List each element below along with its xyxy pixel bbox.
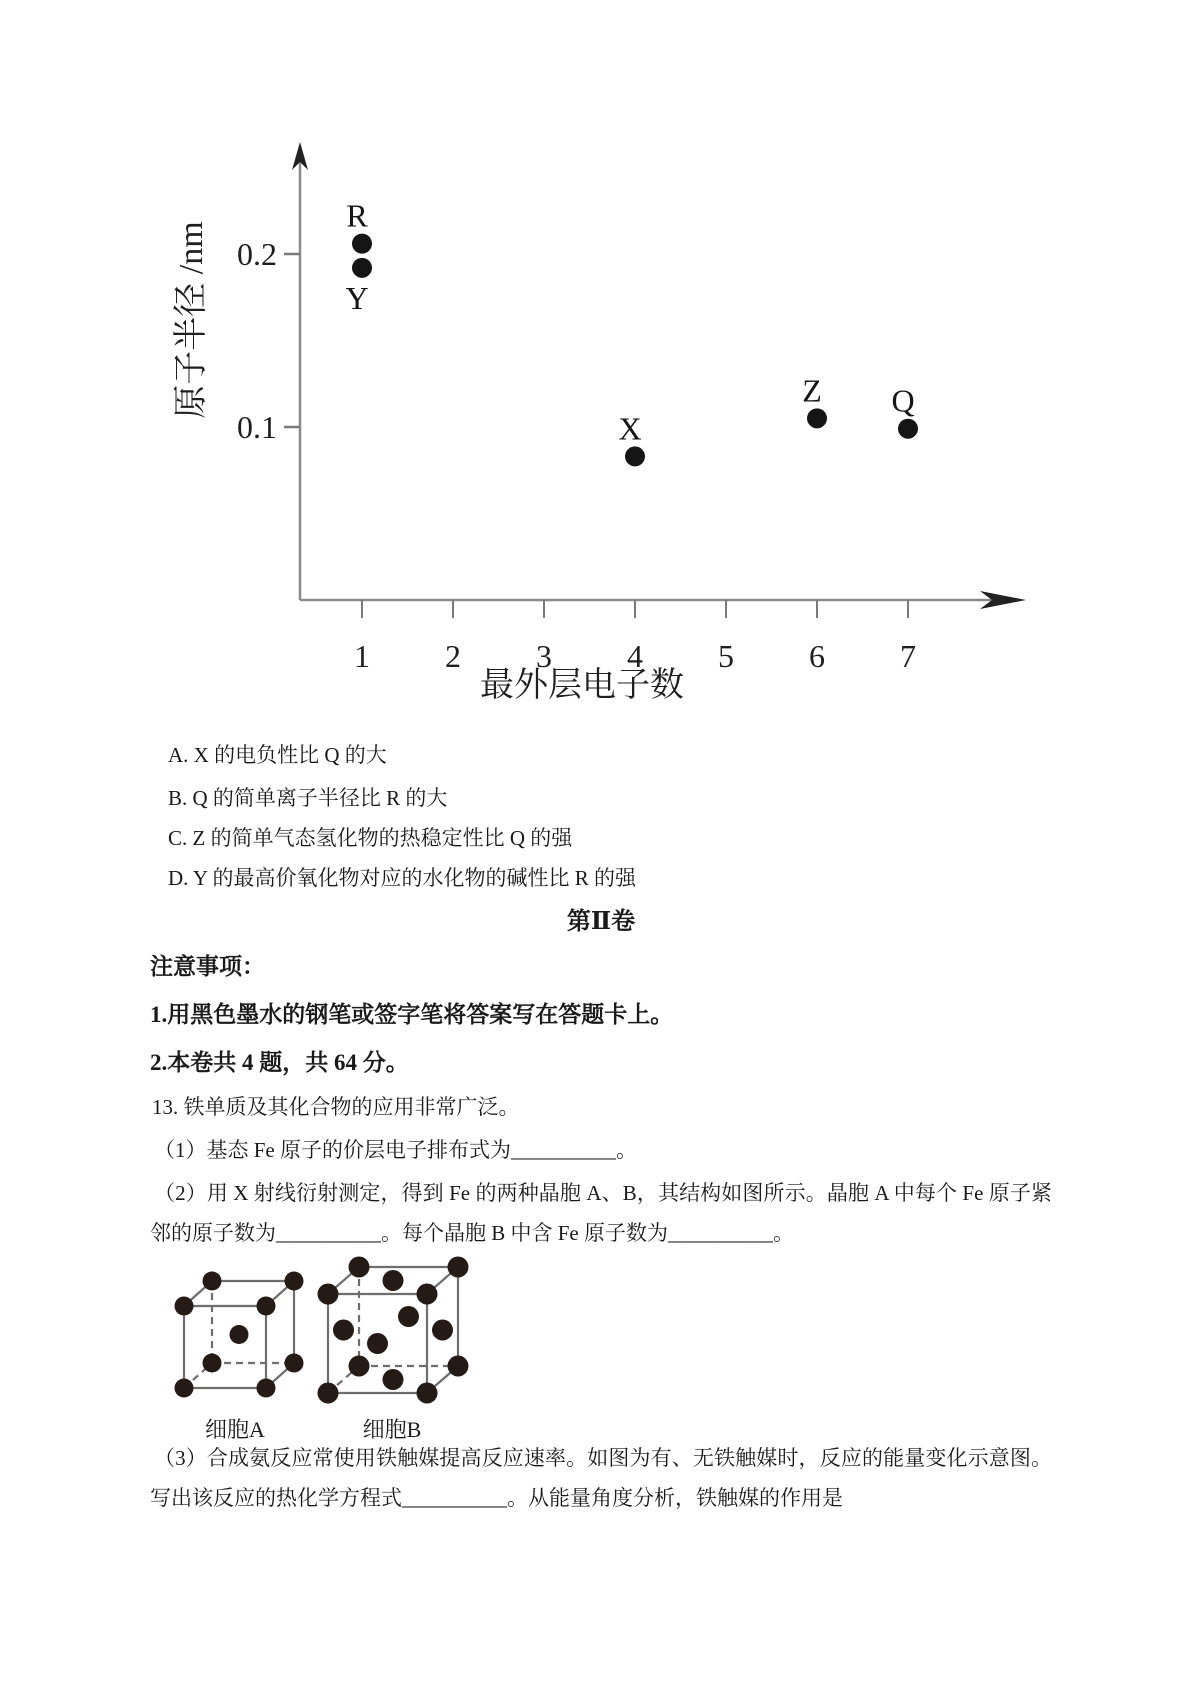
y-tick-label: 0.2 xyxy=(237,236,277,272)
data-point-X xyxy=(625,446,645,466)
atom xyxy=(448,1356,469,1377)
atom xyxy=(203,1272,222,1291)
atom xyxy=(417,1284,438,1305)
q13-part3: （3）合成氨反应常使用铁触媒提高反应速率。如图为有、无铁触媒时，反应的能量变化示意图。写出该反应的热化学方程式__________。从能量角度分析，铁触媒的作用是 xyxy=(150,1446,1052,1510)
unit-cell-b-diagram xyxy=(308,1240,476,1407)
atom xyxy=(349,1356,370,1377)
atom xyxy=(285,1354,304,1373)
section-title: 第Ⅱ卷 xyxy=(566,909,636,935)
atom xyxy=(230,1325,249,1344)
unit-cell-b-figure xyxy=(308,1240,476,1444)
atom xyxy=(417,1383,438,1404)
data-point-label-Q: Q xyxy=(891,382,915,419)
atom xyxy=(333,1320,354,1341)
note-item-2: 2.本卷共 4 题，共 64 分。 xyxy=(150,1050,409,1075)
unit-cell-a-label: 细胞A xyxy=(205,1417,265,1442)
data-point-Q xyxy=(898,419,918,439)
x-axis-label: 最外层电子数 xyxy=(480,667,684,704)
x-tick-label: 3 xyxy=(536,638,552,674)
atom xyxy=(349,1257,370,1278)
atom xyxy=(367,1333,388,1354)
x-tick-label: 7 xyxy=(900,638,916,674)
unit-cell-a-diagram xyxy=(160,1256,310,1407)
note-item-1: 1.用黑色墨水的钢笔或签字笔将答案写在答题卡上。 xyxy=(150,1002,674,1027)
data-point-Y xyxy=(352,258,372,278)
atom xyxy=(285,1272,304,1291)
atom xyxy=(257,1379,276,1398)
data-point-label-X: X xyxy=(618,410,642,447)
atom xyxy=(203,1354,222,1373)
x-tick-label: 4 xyxy=(627,638,643,674)
option-a: A. X 的电负性比 Q 的大 xyxy=(168,743,387,767)
q13-part2: （2）用 X 射线衍射测定，得到 Fe 的两种晶胞 A、B，其结构如图所示。晶胞 A 中每个 Fe 原子紧邻的原子数为__________。每个晶胞 B 中含 Fe 原子数为__________。 xyxy=(150,1181,1052,1245)
data-point-label-R: R xyxy=(346,197,368,234)
atom xyxy=(175,1379,194,1398)
unit-cell-b-label: 细胞B xyxy=(362,1417,422,1442)
option-b: B. Q 的简单离子半径比 R 的大 xyxy=(168,786,448,810)
atom xyxy=(383,1270,404,1291)
y-tick-label: 0.1 xyxy=(237,409,277,445)
atom xyxy=(175,1297,194,1316)
option-d: D. Y 的最高价氧化物对应的水化物的碱性比 R 的强 xyxy=(168,866,637,890)
option-c: C. Z 的简单气态氢化物的热稳定性比 Q 的强 xyxy=(168,826,573,850)
atom xyxy=(257,1297,276,1316)
data-point-Z xyxy=(807,408,827,428)
x-tick-label: 5 xyxy=(718,638,734,674)
atom xyxy=(318,1284,339,1305)
x-tick-label: 6 xyxy=(809,638,825,674)
atom xyxy=(432,1320,453,1341)
data-point-label-Y: Y xyxy=(345,279,369,316)
q13-part1: （1）基态 Fe 原子的价层电子排布式为__________。 xyxy=(154,1138,637,1162)
x-tick-label: 1 xyxy=(354,638,370,674)
unit-cell-a-figure xyxy=(160,1256,310,1444)
atom xyxy=(383,1369,404,1390)
x-tick-label: 2 xyxy=(445,638,461,674)
data-point-label-Z: Z xyxy=(802,372,822,409)
y-axis-label: 原子半径 /nm xyxy=(173,221,210,419)
q13-stem: 13. 铁单质及其化合物的应用非常广泛。 xyxy=(152,1095,520,1119)
data-point-R xyxy=(352,234,372,254)
atom xyxy=(398,1306,419,1327)
notes-heading: 注意事项： xyxy=(150,954,265,979)
atom xyxy=(318,1383,339,1404)
atom xyxy=(448,1257,469,1278)
atomic-radius-scatter-chart xyxy=(150,130,1050,710)
